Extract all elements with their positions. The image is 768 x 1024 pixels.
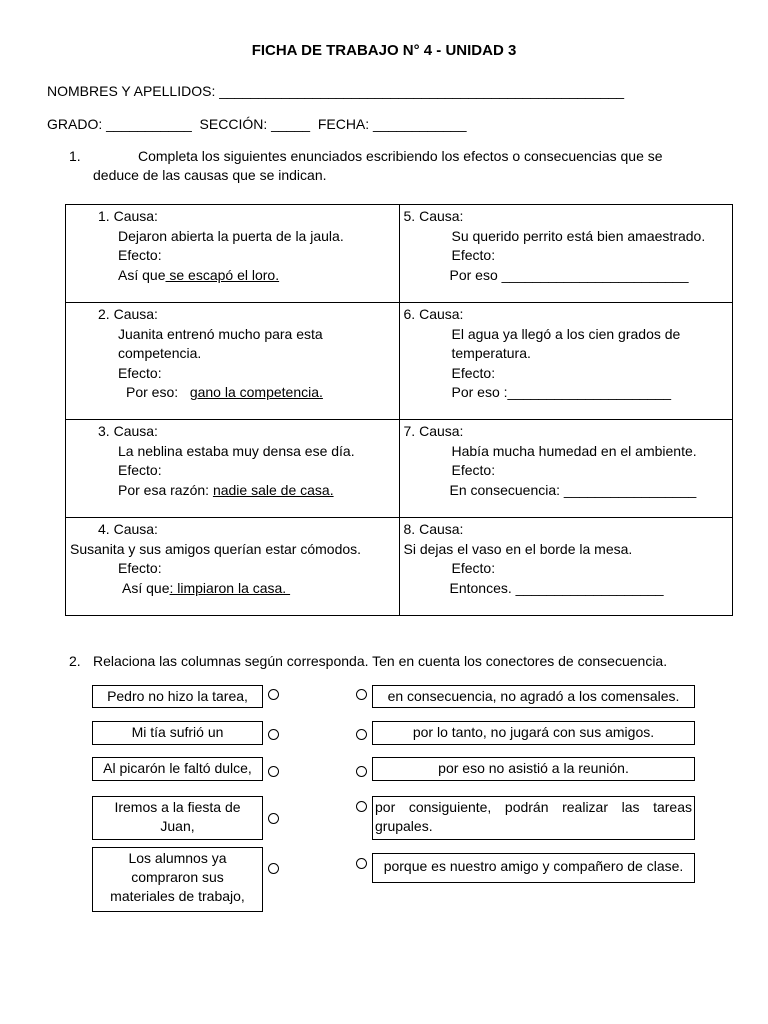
causa-label: Causa: — [419, 208, 464, 224]
effect-blank[interactable]: ________________________ — [501, 266, 689, 283]
efecto-label: Efecto: — [451, 247, 496, 263]
nombres-line[interactable]: NOMBRES Y APELLIDOS: ____________________________________________________ — [47, 83, 625, 99]
right-item-3: por eso no asistió a la reunión. — [372, 757, 695, 781]
effect-answer: se escapó el loro. — [165, 266, 280, 283]
cause-text: Si dejas el vaso en el borde la mesa. — [403, 540, 633, 557]
left-connector-circle-2[interactable] — [268, 729, 279, 740]
cause-text: Su querido perrito está bien amaestrado. — [451, 227, 706, 244]
right-connector-circle-3[interactable] — [356, 766, 367, 777]
left-connector-circle-1[interactable] — [268, 689, 279, 700]
cause-text-b: temperatura. — [451, 345, 531, 361]
right-connector-circle-2[interactable] — [356, 729, 367, 740]
effect-answer: gano la competencia. — [189, 384, 323, 400]
item-number: 7. — [403, 423, 416, 439]
efecto-label: Efecto: — [451, 560, 496, 576]
right-item-5: porque es nuestro amigo y compañero de clase. — [372, 853, 695, 883]
causa-label: Causa: — [419, 521, 464, 537]
efecto-label: Efecto: — [118, 247, 162, 263]
item-number: 2. — [98, 306, 110, 322]
right-item-1: en consecuencia, no agradó a los comensales. — [372, 685, 695, 708]
right-item-4: por consiguiente, podrán realizar las tareas grupales. — [372, 796, 695, 840]
causa-label: Causa: — [113, 423, 158, 439]
cause-cell-7 — [399, 420, 733, 518]
effect-prefix: Por esa razón: — [118, 481, 213, 498]
causa-label: Causa: — [113, 521, 158, 537]
cause-text-b: competencia. — [118, 345, 202, 361]
effect-prefix: Entonces. — [449, 579, 516, 596]
causa-label: Causa: — [113, 208, 158, 224]
right-connector-circle-4[interactable] — [356, 801, 367, 812]
causa-label: Causa: — [419, 423, 464, 439]
grado-seccion-fecha-line[interactable]: GRADO: ___________ SECCIÓN: _____ FECHA: ____________ — [47, 116, 467, 132]
cause-effect-table — [65, 204, 733, 616]
effect-blank[interactable]: ___________________ — [515, 579, 664, 596]
cause-cell-1 — [66, 205, 400, 303]
q2-instruction: Relaciona las columnas según corresponda. Ten en cuenta los conectores de consecuencia. — [93, 653, 668, 669]
page-title: FICHA DE TRABAJO N° 4 - UNIDAD 3 — [251, 42, 517, 59]
effect-blank[interactable]: _________________ — [563, 481, 697, 498]
effect-answer: : limpiaron la casa. — [169, 579, 291, 596]
effect-prefix: Por eso: — [126, 384, 190, 400]
q2-number: 2. — [69, 653, 81, 669]
item-number: 6. — [403, 306, 416, 322]
left-item-5: Los alumnos ya compraron sus materiales de trabajo, — [92, 847, 263, 912]
q1-number: 1. — [69, 148, 81, 164]
cause-text: Dejaron abierta la puerta de la jaula. — [118, 227, 344, 244]
left-item-3: Al picarón le faltó dulce, — [92, 757, 263, 781]
left-item-2: Mi tía sufrió un — [92, 721, 263, 745]
effect-prefix: En consecuencia: — [449, 481, 564, 498]
cause-text: Había mucha humedad en el ambiente. — [451, 442, 697, 459]
item-number: 4. — [98, 521, 110, 537]
cause-cell-6 — [399, 303, 733, 420]
right-connector-circle-1[interactable] — [356, 689, 367, 700]
cause-cell-5 — [399, 205, 733, 303]
efecto-label: Efecto: — [118, 462, 162, 478]
left-connector-circle-5[interactable] — [268, 863, 279, 874]
item-number: 8. — [403, 521, 416, 537]
q1-instruction-b: deduce de las causas que se indican. — [93, 167, 327, 183]
item-number: 1. — [98, 208, 110, 224]
effect-prefix: Por eso : — [451, 384, 508, 400]
right-connector-circle-5[interactable] — [356, 858, 367, 869]
cause-text-a: Juanita entrenó mucho para esta — [118, 325, 323, 342]
effect-blank[interactable]: _____________________ — [507, 384, 672, 400]
causa-label: Causa: — [113, 306, 158, 322]
left-connector-circle-4[interactable] — [268, 813, 279, 824]
efecto-label: Efecto: — [451, 364, 496, 381]
cause-cell-8 — [399, 518, 733, 616]
left-item-4: Iremos a la fiesta de Juan, — [92, 796, 263, 840]
item-number: 3. — [98, 423, 110, 439]
effect-prefix: Por eso — [449, 266, 502, 283]
effect-prefix: Así que — [118, 266, 166, 283]
effect-answer: nadie sale de casa. — [212, 481, 334, 498]
cause-text: La neblina estaba muy densa ese día. — [118, 442, 355, 459]
left-item-1: Pedro no hizo la tarea, — [92, 685, 263, 708]
right-item-2: por lo tanto, no jugará con sus amigos. — [372, 721, 695, 745]
cause-text: Susanita y sus amigos querían estar cómodos. — [70, 540, 362, 557]
cause-cell-2 — [66, 303, 400, 420]
q1-instruction-a: Completa los siguientes enunciados escribiendo los efectos o consecuencias que se — [138, 148, 663, 164]
cause-cell-4 — [66, 518, 400, 616]
effect-prefix: Así que — [122, 579, 170, 596]
efecto-label: Efecto: — [118, 364, 162, 381]
causa-label: Causa: — [419, 306, 464, 322]
cause-cell-3 — [66, 420, 400, 518]
left-connector-circle-3[interactable] — [268, 766, 279, 777]
efecto-label: Efecto: — [118, 560, 162, 576]
item-number: 5. — [403, 208, 416, 224]
efecto-label: Efecto: — [451, 462, 496, 478]
cause-text-a: El agua ya llegó a los cien grados de — [451, 325, 681, 342]
